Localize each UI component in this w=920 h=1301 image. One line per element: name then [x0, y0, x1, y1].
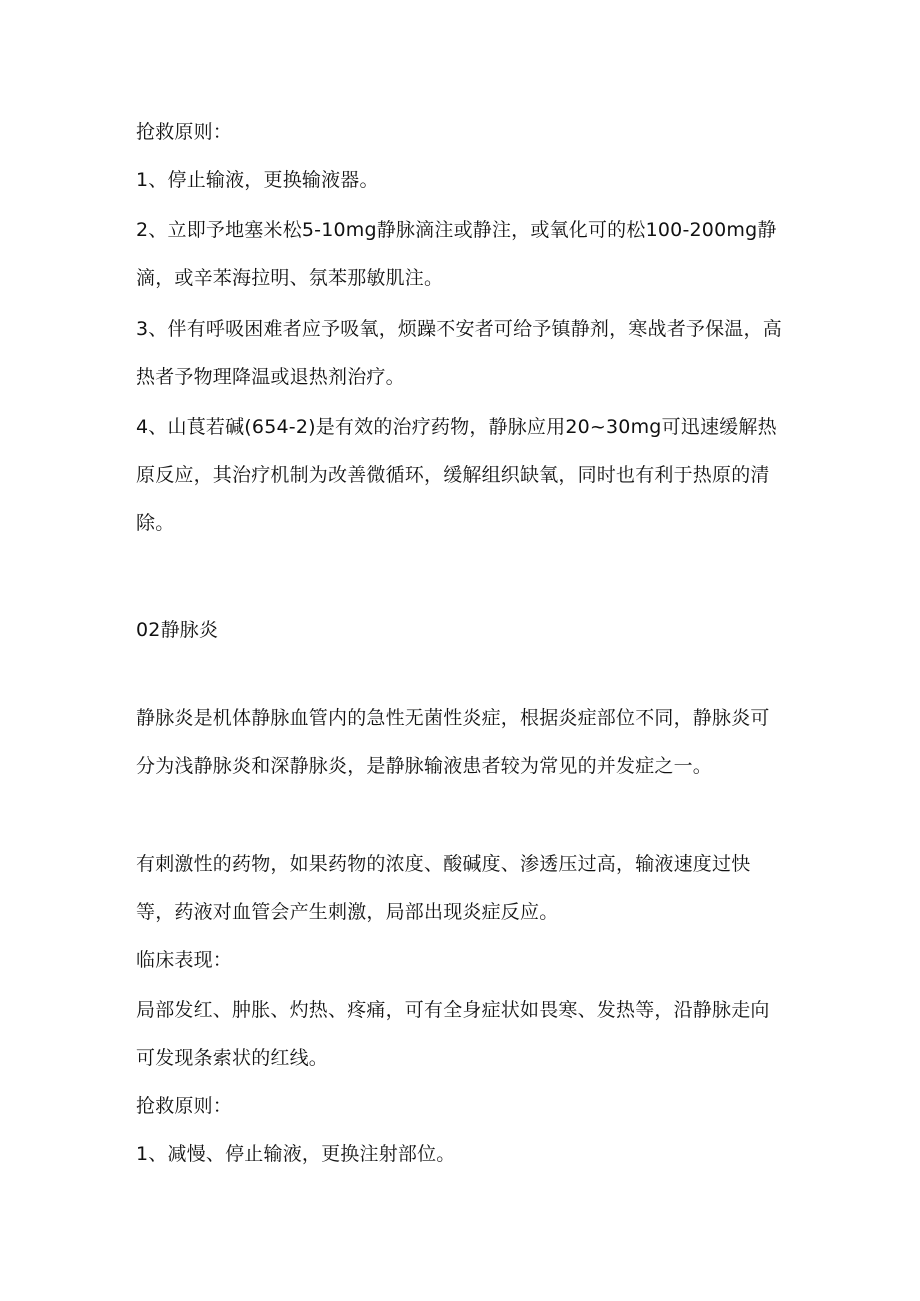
section-title-phlebitis: 02静脉炎: [136, 619, 219, 641]
rescue-item-2: 2、立即予地塞米松5-10mg静脉滴注或静注，或氧化可的松100-200mg静滴，或辛苯海拉明、氛苯那敏肌注。: [136, 219, 777, 289]
clinical-manifestation-text: 局部发红、肿胀、灼热、疼痛，可有全身症状如畏寒、发热等，沿静脉走向可发现条索状的红线。: [136, 999, 770, 1069]
rescue-item-1: 1、停止输液，更换输液器。: [136, 169, 379, 191]
rescue-principles-heading: 抢救原则：: [136, 121, 233, 143]
clinical-manifestation-heading: 临床表现：: [136, 949, 233, 971]
phlebitis-rescue-heading: 抢救原则：: [136, 1095, 233, 1117]
rescue-item-4: 4、山茛若碱(654-2)是有效的治疗药物，静脉应用20~30mg可迅速缓解热原反应，其治疗机制为改善微循环，缓解组织缺氧，同时也有利于热原的清除。: [136, 416, 777, 534]
rescue-item-3: 3、伴有呼吸困难者应予吸氧，烦躁不安者可给予镇静剂，寒战者予保温，高热者予物理降温或退热剂治疗。: [136, 318, 782, 388]
phlebitis-cause: 有刺激性的药物，如果药物的浓度、酸碱度、渗透压过高，输液速度过快等，药液对血管会产生刺激，局部出现炎症反应。: [136, 853, 751, 923]
phlebitis-intro: 静脉炎是机体静脉血管内的急性无菌性炎症，根据炎症部位不同，静脉炎可分为浅静脉炎和深静脉炎，是静脉输液患者较为常见的并发症之一。: [136, 707, 770, 777]
phlebitis-rescue-item-1: 1、减慢、停止输液，更换注射部位。: [136, 1143, 456, 1165]
